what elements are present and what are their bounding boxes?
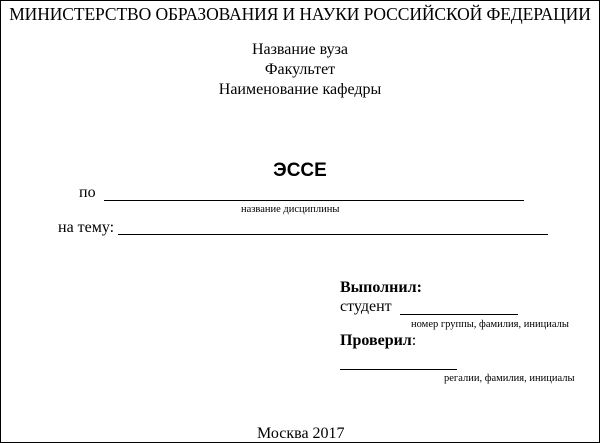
performed-label: Выполнил: — [340, 279, 422, 296]
checked-label: Проверил — [340, 332, 412, 349]
checked-label-line — [340, 332, 416, 350]
checker-caption: регалии, фамилия, инициалы — [444, 373, 575, 384]
document-title: ЭССЕ — [273, 160, 327, 181]
checker-underline — [340, 369, 457, 370]
topic-prefix: на тему: — [58, 219, 115, 236]
discipline-underline — [104, 200, 524, 201]
student-underline — [400, 314, 518, 315]
city-year: Москва 2017 — [257, 425, 345, 442]
student-label: студент — [340, 298, 392, 315]
ministry-heading: МИНИСТЕРСТВО ОБРАЗОВАНИЯ И НАУКИ РОССИЙСКОЙ ФЕДЕРАЦИИ — [9, 4, 591, 24]
university-name: Название вуза — [251, 41, 349, 58]
faculty-name: Факультет — [264, 61, 336, 78]
department-name: Наименование кафедры — [218, 81, 382, 98]
student-caption: номер группы, фамилия, инициалы — [411, 319, 569, 330]
discipline-caption: название дисциплины — [241, 204, 340, 215]
checked-colon: : — [411, 332, 417, 349]
discipline-prefix: по — [79, 184, 96, 201]
topic-underline — [118, 234, 548, 235]
